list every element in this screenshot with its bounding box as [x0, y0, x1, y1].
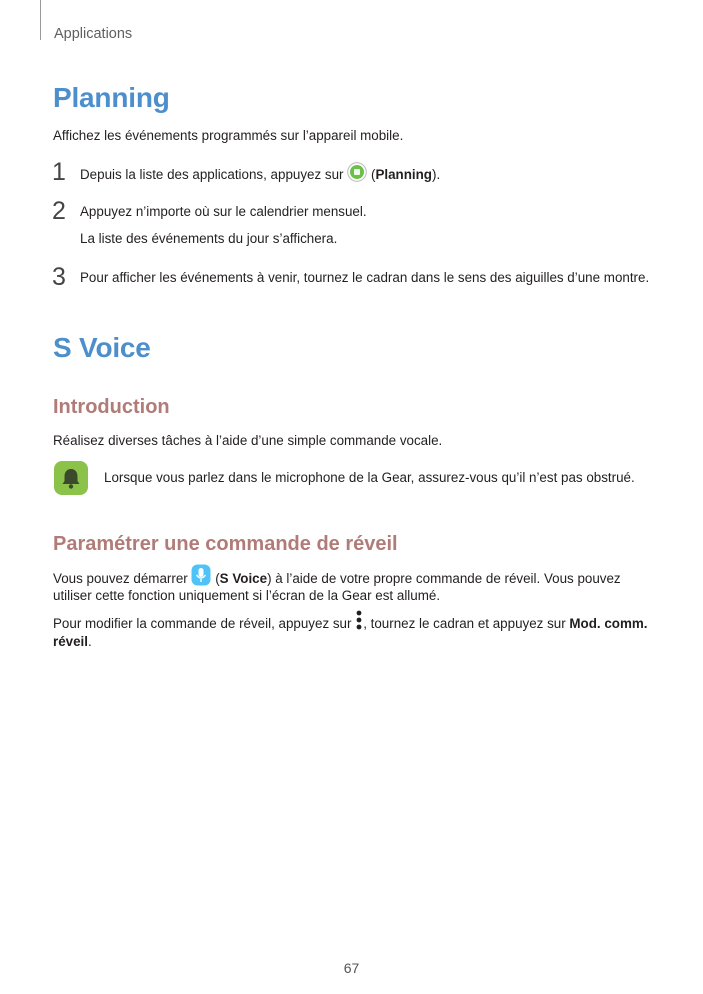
- step-1-number: 1: [52, 158, 66, 186]
- step-1-app-name: Planning: [375, 167, 432, 183]
- planning-intro: Affichez les événements programmés sur l’appareil mobile.: [53, 128, 404, 143]
- step-1-after: ).: [431, 167, 441, 183]
- step-2-number: 2: [52, 197, 66, 225]
- step-1-open-paren: (: [370, 167, 376, 183]
- step-2-subtext: La liste des événements du jour s’affichera.: [80, 231, 338, 246]
- wake-paragraph-2-line-2: [53, 632, 92, 651]
- introduction-heading: Introduction: [53, 396, 170, 418]
- wake-p2-after: , tournez le cadran et appuyez sur: [363, 616, 566, 632]
- wake-p1-open-paren: (: [215, 571, 220, 587]
- step-1-before: Depuis la liste des applications, appuyez sur: [80, 167, 344, 183]
- step-1-text: [80, 164, 440, 187]
- calendar-app-icon: [347, 162, 367, 185]
- step-3-text: Pour afficher les événements à venir, tournez le cadran dans le sens des aiguilles d’une montre.: [80, 270, 650, 285]
- step-3-number: 3: [52, 263, 66, 291]
- note-text: Lorsque vous parlez dans le microphone de la Gear, assurez-vous qu’il n’est pas obstrué.: [104, 470, 635, 485]
- step-2-text: Appuyez n’importe où sur le calendrier mensuel.: [80, 204, 367, 219]
- planning-title: Planning: [53, 82, 170, 113]
- introduction-text: Réalisez diverses tâches à l’aide d’une simple commande vocale.: [53, 433, 443, 448]
- wake-p1-before: Vous pouvez démarrer: [53, 571, 188, 587]
- wake-command-heading: Paramétrer une commande de réveil: [53, 533, 398, 555]
- wake-paragraph-1-line-2: utiliser cette fonction uniquement si l’écran de la Gear est allumé.: [53, 588, 441, 603]
- wake-p2-end: .: [88, 634, 92, 649]
- wake-p2-before: Pour modifier la commande de réveil, appuyez sur: [53, 616, 352, 632]
- page-number: 67: [343, 960, 360, 976]
- wake-paragraph-2-line-1: [53, 612, 648, 637]
- header-rule: [40, 0, 41, 40]
- bell-note-icon: [54, 461, 88, 495]
- wake-p1-after: ) à l’aide de votre propre commande de réveil. Vous pouvez: [267, 571, 621, 587]
- section-header: Applications: [54, 26, 133, 42]
- more-options-icon: [355, 610, 363, 635]
- svoice-title: S Voice: [53, 332, 151, 363]
- wake-p2-bold-1: Mod. comm.: [569, 616, 648, 632]
- wake-p1-app-name: S Voice: [219, 571, 268, 587]
- wake-p2-bold-2: réveil: [53, 634, 88, 649]
